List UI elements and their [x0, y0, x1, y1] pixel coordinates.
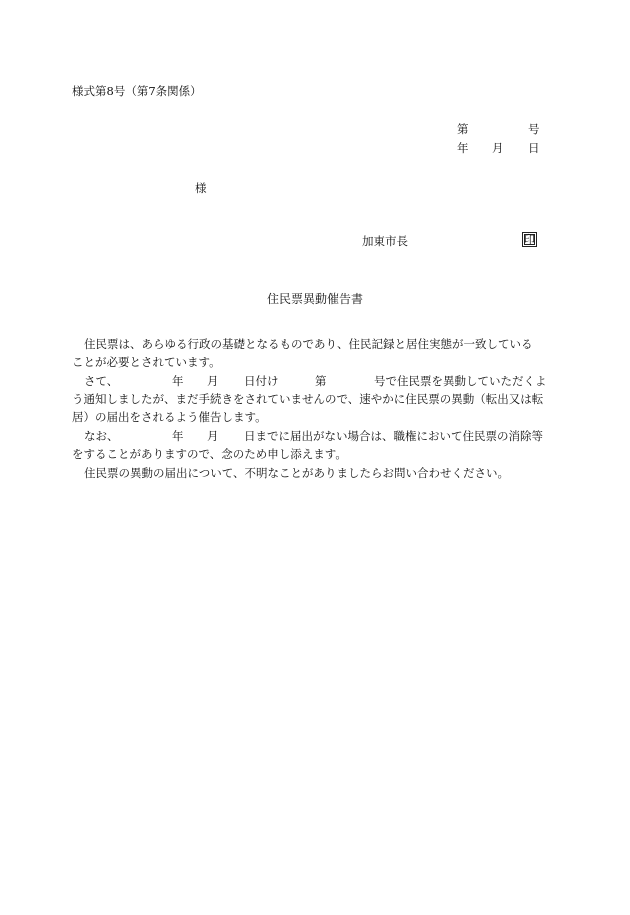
paragraph-2-month-label: 月: [207, 374, 219, 388]
document-body: [72, 335, 558, 485]
paragraph-4-line-1: 住民票の異動の届出について、不明なことがありましたらお問い合わせください。: [84, 466, 510, 480]
seal-character: 印: [524, 233, 535, 246]
seal-stamp-box: [522, 232, 537, 247]
paragraph-3-line-1-rest: 日までに届出がない場合は、職権において住民票の消除等: [244, 429, 543, 443]
document-title: 住民票異動催告書: [267, 292, 364, 306]
date-year-label: 年: [457, 141, 469, 155]
paragraph-2-year-label: 年: [172, 374, 184, 388]
issuer-name: 加東市長: [362, 234, 408, 248]
paragraph-2-opening: さて、: [84, 374, 119, 388]
paragraph-3-month-label: 月: [207, 429, 219, 443]
paragraph-2-date-label: 日付け: [244, 374, 279, 388]
paragraph-2-line-3: 居）の届出をされるよう催告します。: [72, 410, 267, 424]
paragraph-3-opening: なお、: [84, 429, 119, 443]
paragraph-2-line-2: う通知しましたが、まだ手続きをされていませんので、速やかに住民票の異動（転出又は転: [72, 392, 544, 406]
paragraph-2-number-prefix: 第: [315, 374, 327, 388]
date-day-label: 日: [528, 141, 540, 155]
form-number-label: 様式第8号（第7条関係）: [72, 84, 202, 98]
paragraph-2-line-1-rest: 号で住民票を異動していただくよ: [374, 374, 547, 388]
document-number-prefix: 第: [457, 122, 469, 136]
paragraph-1-line-2: ことが必要とされています。: [72, 355, 221, 369]
addressee-honorific: 様: [195, 181, 207, 195]
paragraph-3-line-2: をすることがありますので、念のため申し添えます。: [72, 447, 347, 461]
date-month-label: 月: [492, 141, 504, 155]
document-number-suffix: 号: [528, 122, 540, 136]
paragraph-1-line-1: 住民票は、あらゆる行政の基礎となるものであり、住民記録と居住実態が一致している: [84, 337, 533, 351]
paragraph-3-year-label: 年: [172, 429, 184, 443]
